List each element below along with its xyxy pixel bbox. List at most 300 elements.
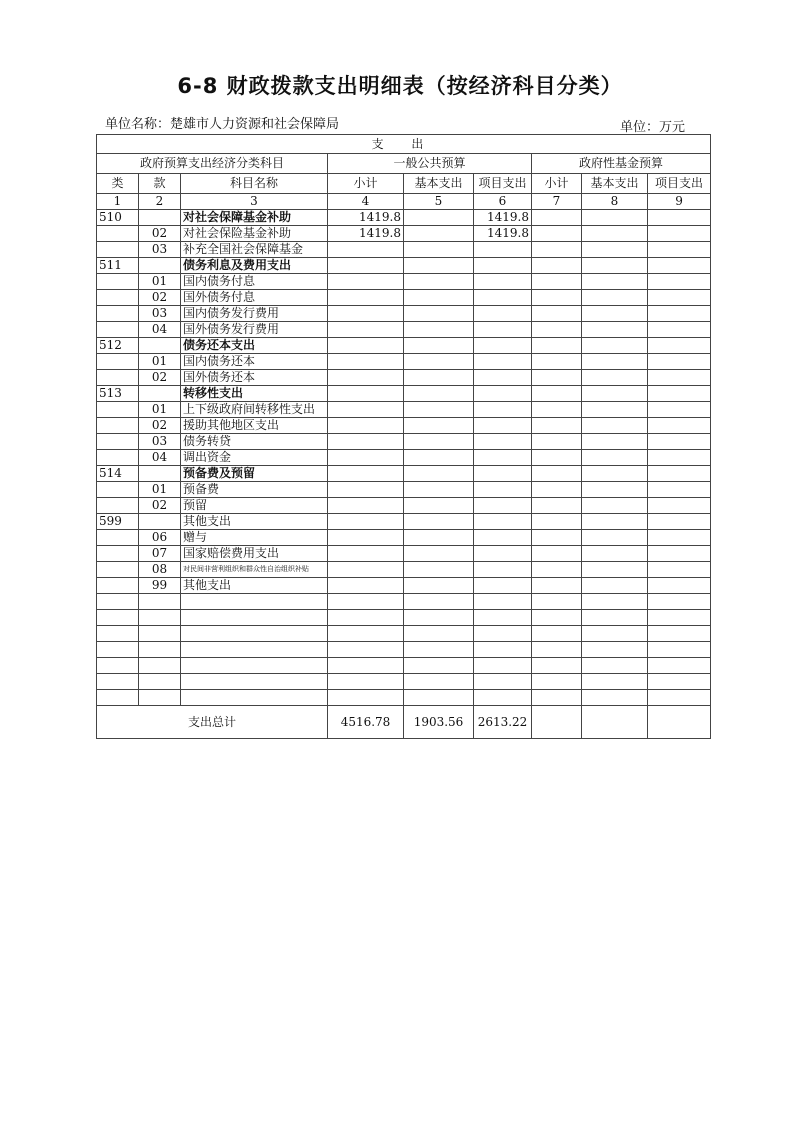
row-fund-subtotal — [532, 274, 582, 290]
row-section-code — [139, 610, 181, 626]
row-item-name: 债务转贷 — [181, 434, 328, 450]
row-basic — [404, 530, 474, 546]
row-fund-project — [648, 482, 711, 498]
row-fund-basic — [582, 514, 648, 530]
row-subtotal — [328, 498, 404, 514]
row-subtotal — [328, 306, 404, 322]
expenditure-table — [96, 134, 711, 739]
row-class-code — [97, 674, 139, 690]
row-subtotal — [328, 674, 404, 690]
row-fund-subtotal — [532, 210, 582, 226]
row-fund-basic — [582, 242, 648, 258]
table-row — [97, 482, 711, 498]
row-class-code — [97, 562, 139, 578]
table-row — [97, 258, 711, 274]
row-project — [474, 466, 532, 482]
row-fund-project — [648, 498, 711, 514]
row-item-name: 预备费 — [181, 482, 328, 498]
row-fund-basic — [582, 258, 648, 274]
row-fund-subtotal — [532, 306, 582, 322]
row-project — [474, 690, 532, 706]
row-fund-subtotal — [532, 498, 582, 514]
row-section-code — [139, 658, 181, 674]
row-item-name: 对社会保障基金补助 — [181, 210, 328, 226]
row-subtotal — [328, 274, 404, 290]
col-header-name: 科目名称 — [181, 174, 328, 194]
table-row — [97, 530, 711, 546]
row-section-code: 03 — [139, 242, 181, 258]
table-row — [97, 578, 711, 594]
row-item-name: 国内债务付息 — [181, 274, 328, 290]
expense-header: 支 出 — [97, 135, 711, 154]
row-class-code — [97, 290, 139, 306]
row-subtotal — [328, 530, 404, 546]
row-fund-basic — [582, 466, 648, 482]
row-subtotal — [328, 258, 404, 274]
row-fund-basic — [582, 386, 648, 402]
row-basic — [404, 338, 474, 354]
row-fund-subtotal — [532, 610, 582, 626]
row-class-code — [97, 242, 139, 258]
table-row — [97, 322, 711, 338]
row-fund-project — [648, 226, 711, 242]
row-project — [474, 562, 532, 578]
row-section-code: 02 — [139, 226, 181, 242]
row-fund-subtotal — [532, 514, 582, 530]
row-item-name: 预留 — [181, 498, 328, 514]
row-project — [474, 658, 532, 674]
row-class-code: 599 — [97, 514, 139, 530]
col-number: 7 — [532, 194, 582, 210]
row-fund-subtotal — [532, 562, 582, 578]
table-row — [97, 386, 711, 402]
col-number: 3 — [181, 194, 328, 210]
row-item-name: 国内债务还本 — [181, 354, 328, 370]
row-fund-project — [648, 306, 711, 322]
row-section-code: 02 — [139, 290, 181, 306]
row-subtotal — [328, 690, 404, 706]
row-class-code — [97, 402, 139, 418]
row-class-code — [97, 594, 139, 610]
row-project — [474, 258, 532, 274]
row-fund-basic — [582, 594, 648, 610]
row-class-code — [97, 530, 139, 546]
row-subtotal — [328, 322, 404, 338]
row-fund-subtotal — [532, 434, 582, 450]
row-class-code: 513 — [97, 386, 139, 402]
row-class-code — [97, 418, 139, 434]
row-fund-subtotal — [532, 450, 582, 466]
row-section-code — [139, 690, 181, 706]
row-fund-basic — [582, 690, 648, 706]
row-fund-project — [648, 626, 711, 642]
row-fund-basic — [582, 498, 648, 514]
row-fund-project — [648, 290, 711, 306]
row-item-name — [181, 626, 328, 642]
row-class-code: 510 — [97, 210, 139, 226]
row-fund-subtotal — [532, 354, 582, 370]
total-basic: 1903.56 — [404, 706, 474, 739]
row-project — [474, 498, 532, 514]
row-item-name — [181, 658, 328, 674]
row-fund-basic — [582, 306, 648, 322]
row-class-code — [97, 306, 139, 322]
row-subtotal — [328, 338, 404, 354]
row-fund-basic — [582, 610, 648, 626]
table-row — [97, 210, 711, 226]
row-basic — [404, 274, 474, 290]
row-project — [474, 274, 532, 290]
row-basic — [404, 690, 474, 706]
table-row — [97, 370, 711, 386]
row-fund-project — [648, 658, 711, 674]
row-item-name: 调出资金 — [181, 450, 328, 466]
row-subtotal — [328, 386, 404, 402]
total-fund-subtotal — [532, 706, 582, 739]
row-basic — [404, 322, 474, 338]
row-project — [474, 514, 532, 530]
row-basic — [404, 466, 474, 482]
table-row — [97, 418, 711, 434]
row-section-code — [139, 258, 181, 274]
table-row — [97, 594, 711, 610]
row-class-code: 511 — [97, 258, 139, 274]
col-header-subtotal: 小计 — [328, 174, 404, 194]
row-item-name: 国外债务付息 — [181, 290, 328, 306]
row-class-code — [97, 482, 139, 498]
row-section-code — [139, 674, 181, 690]
row-fund-project — [648, 610, 711, 626]
row-item-name: 对社会保险基金补助 — [181, 226, 328, 242]
row-basic — [404, 514, 474, 530]
row-project — [474, 370, 532, 386]
row-fund-basic — [582, 370, 648, 386]
row-subtotal — [328, 402, 404, 418]
row-fund-basic — [582, 290, 648, 306]
row-fund-basic — [582, 322, 648, 338]
row-subtotal — [328, 594, 404, 610]
row-subtotal — [328, 642, 404, 658]
row-project — [474, 418, 532, 434]
row-basic — [404, 546, 474, 562]
row-basic — [404, 610, 474, 626]
row-fund-subtotal — [532, 594, 582, 610]
total-row — [97, 706, 711, 739]
row-item-name — [181, 690, 328, 706]
table-row — [97, 466, 711, 482]
row-subtotal — [328, 466, 404, 482]
row-fund-subtotal — [532, 322, 582, 338]
row-fund-project — [648, 402, 711, 418]
table-row — [97, 274, 711, 290]
row-item-name: 转移性支出 — [181, 386, 328, 402]
row-fund-project — [648, 210, 711, 226]
col-number: 8 — [582, 194, 648, 210]
row-section-code: 04 — [139, 450, 181, 466]
row-section-code: 04 — [139, 322, 181, 338]
row-section-code — [139, 338, 181, 354]
row-item-name — [181, 594, 328, 610]
col-header-project: 项目支出 — [474, 174, 532, 194]
row-basic — [404, 402, 474, 418]
row-subtotal: 1419.8 — [328, 226, 404, 242]
row-section-code — [139, 466, 181, 482]
row-section-code: 01 — [139, 402, 181, 418]
table-row — [97, 290, 711, 306]
row-basic — [404, 594, 474, 610]
row-fund-subtotal — [532, 578, 582, 594]
row-section-code — [139, 514, 181, 530]
row-fund-basic — [582, 546, 648, 562]
row-fund-project — [648, 690, 711, 706]
row-section-code: 08 — [139, 562, 181, 578]
row-section-code: 06 — [139, 530, 181, 546]
table-row — [97, 674, 711, 690]
row-subtotal — [328, 514, 404, 530]
row-fund-basic — [582, 450, 648, 466]
row-item-name: 上下级政府间转移性支出 — [181, 402, 328, 418]
total-fund-project — [648, 706, 711, 739]
row-project — [474, 386, 532, 402]
col-header-basic: 基本支出 — [404, 174, 474, 194]
row-fund-basic — [582, 658, 648, 674]
row-project — [474, 322, 532, 338]
row-fund-subtotal — [532, 242, 582, 258]
row-fund-subtotal — [532, 626, 582, 642]
row-project — [474, 530, 532, 546]
row-section-code: 99 — [139, 578, 181, 594]
col-header-fund-basic: 基本支出 — [582, 174, 648, 194]
row-project — [474, 482, 532, 498]
row-project — [474, 402, 532, 418]
row-project — [474, 354, 532, 370]
row-class-code — [97, 578, 139, 594]
row-fund-basic — [582, 274, 648, 290]
row-basic — [404, 386, 474, 402]
col-number: 9 — [648, 194, 711, 210]
row-fund-basic — [582, 354, 648, 370]
row-item-name: 援助其他地区支出 — [181, 418, 328, 434]
row-fund-basic — [582, 434, 648, 450]
row-basic — [404, 306, 474, 322]
row-basic — [404, 418, 474, 434]
row-section-code: 03 — [139, 434, 181, 450]
row-section-code — [139, 210, 181, 226]
total-fund-basic — [582, 706, 648, 739]
econ-class-header: 政府预算支出经济分类科目 — [97, 154, 328, 174]
row-fund-project — [648, 594, 711, 610]
row-item-name: 债务还本支出 — [181, 338, 328, 354]
row-project — [474, 674, 532, 690]
row-project — [474, 290, 532, 306]
row-fund-subtotal — [532, 466, 582, 482]
row-fund-project — [648, 274, 711, 290]
row-item-name: 国外债务还本 — [181, 370, 328, 386]
row-section-code — [139, 642, 181, 658]
row-basic — [404, 370, 474, 386]
row-fund-project — [648, 418, 711, 434]
row-class-code — [97, 434, 139, 450]
row-section-code — [139, 386, 181, 402]
row-fund-project — [648, 450, 711, 466]
total-subtotal: 4516.78 — [328, 706, 404, 739]
row-subtotal — [328, 578, 404, 594]
row-fund-subtotal — [532, 370, 582, 386]
row-fund-project — [648, 258, 711, 274]
row-fund-subtotal — [532, 290, 582, 306]
row-fund-basic — [582, 674, 648, 690]
row-fund-basic — [582, 418, 648, 434]
row-item-name: 其他支出 — [181, 578, 328, 594]
row-section-code — [139, 594, 181, 610]
row-class-code — [97, 658, 139, 674]
row-class-code — [97, 498, 139, 514]
row-subtotal — [328, 482, 404, 498]
row-project — [474, 306, 532, 322]
row-subtotal — [328, 418, 404, 434]
row-fund-project — [648, 546, 711, 562]
table-row — [97, 498, 711, 514]
row-fund-subtotal — [532, 642, 582, 658]
row-item-name: 对民间非营利组织和群众性自治组织补贴 — [181, 562, 328, 578]
row-fund-basic — [582, 626, 648, 642]
row-project — [474, 450, 532, 466]
fund-budget-header: 政府性基金预算 — [532, 154, 711, 174]
row-section-code: 02 — [139, 370, 181, 386]
row-project — [474, 626, 532, 642]
row-project — [474, 594, 532, 610]
row-fund-subtotal — [532, 386, 582, 402]
row-basic — [404, 242, 474, 258]
row-fund-subtotal — [532, 546, 582, 562]
row-item-name — [181, 674, 328, 690]
row-section-code: 03 — [139, 306, 181, 322]
row-project — [474, 642, 532, 658]
row-fund-project — [648, 578, 711, 594]
row-item-name: 债务利息及费用支出 — [181, 258, 328, 274]
row-fund-project — [648, 322, 711, 338]
row-item-name: 赠与 — [181, 530, 328, 546]
row-item-name: 国外债务发行费用 — [181, 322, 328, 338]
row-item-name: 预备费及预留 — [181, 466, 328, 482]
row-fund-subtotal — [532, 338, 582, 354]
table-row — [97, 610, 711, 626]
table-row — [97, 434, 711, 450]
row-project: 1419.8 — [474, 226, 532, 242]
row-basic — [404, 258, 474, 274]
row-fund-subtotal — [532, 402, 582, 418]
row-project — [474, 338, 532, 354]
page-title: 6-8 财政拨款支出明细表（按经济科目分类） — [177, 74, 623, 98]
row-fund-project — [648, 562, 711, 578]
row-fund-project — [648, 530, 711, 546]
row-basic — [404, 210, 474, 226]
row-fund-project — [648, 434, 711, 450]
table-row — [97, 514, 711, 530]
row-subtotal — [328, 626, 404, 642]
row-basic — [404, 626, 474, 642]
row-fund-project — [648, 242, 711, 258]
row-basic — [404, 642, 474, 658]
row-project: 1419.8 — [474, 210, 532, 226]
table-row — [97, 690, 711, 706]
table-row — [97, 562, 711, 578]
row-subtotal — [328, 562, 404, 578]
row-section-code: 02 — [139, 498, 181, 514]
row-class-code: 514 — [97, 466, 139, 482]
table-row — [97, 354, 711, 370]
row-section-code: 01 — [139, 274, 181, 290]
row-subtotal — [328, 290, 404, 306]
col-header-section: 款 — [139, 174, 181, 194]
row-class-code — [97, 450, 139, 466]
row-class-code — [97, 642, 139, 658]
col-number: 5 — [404, 194, 474, 210]
row-fund-project — [648, 642, 711, 658]
row-project — [474, 610, 532, 626]
row-class-code — [97, 370, 139, 386]
table-row — [97, 626, 711, 642]
row-basic — [404, 290, 474, 306]
row-basic — [404, 434, 474, 450]
row-fund-subtotal — [532, 258, 582, 274]
row-basic — [404, 450, 474, 466]
row-fund-subtotal — [532, 690, 582, 706]
row-fund-subtotal — [532, 482, 582, 498]
col-header-fund-subtotal: 小计 — [532, 174, 582, 194]
row-fund-subtotal — [532, 530, 582, 546]
row-class-code — [97, 690, 139, 706]
row-project — [474, 242, 532, 258]
row-class-code — [97, 610, 139, 626]
row-fund-project — [648, 370, 711, 386]
row-subtotal: 1419.8 — [328, 210, 404, 226]
row-fund-basic — [582, 530, 648, 546]
table-row — [97, 338, 711, 354]
currency-unit-label: 单位：万元 — [620, 120, 686, 135]
row-basic — [404, 674, 474, 690]
row-basic — [404, 658, 474, 674]
row-subtotal — [328, 242, 404, 258]
row-subtotal — [328, 370, 404, 386]
row-fund-project — [648, 386, 711, 402]
row-subtotal — [328, 434, 404, 450]
row-fund-subtotal — [532, 226, 582, 242]
row-item-name — [181, 642, 328, 658]
row-subtotal — [328, 450, 404, 466]
col-number: 2 — [139, 194, 181, 210]
row-project — [474, 434, 532, 450]
row-fund-project — [648, 354, 711, 370]
row-class-code — [97, 322, 139, 338]
table-row — [97, 306, 711, 322]
row-subtotal — [328, 354, 404, 370]
row-class-code: 512 — [97, 338, 139, 354]
row-section-code: 02 — [139, 418, 181, 434]
row-basic — [404, 354, 474, 370]
row-basic — [404, 226, 474, 242]
row-class-code — [97, 354, 139, 370]
table-row — [97, 450, 711, 466]
row-subtotal — [328, 610, 404, 626]
general-budget-header: 一般公共预算 — [328, 154, 532, 174]
col-number: 6 — [474, 194, 532, 210]
row-fund-basic — [582, 642, 648, 658]
row-class-code — [97, 546, 139, 562]
col-header-class: 类 — [97, 174, 139, 194]
row-basic — [404, 562, 474, 578]
row-fund-subtotal — [532, 658, 582, 674]
